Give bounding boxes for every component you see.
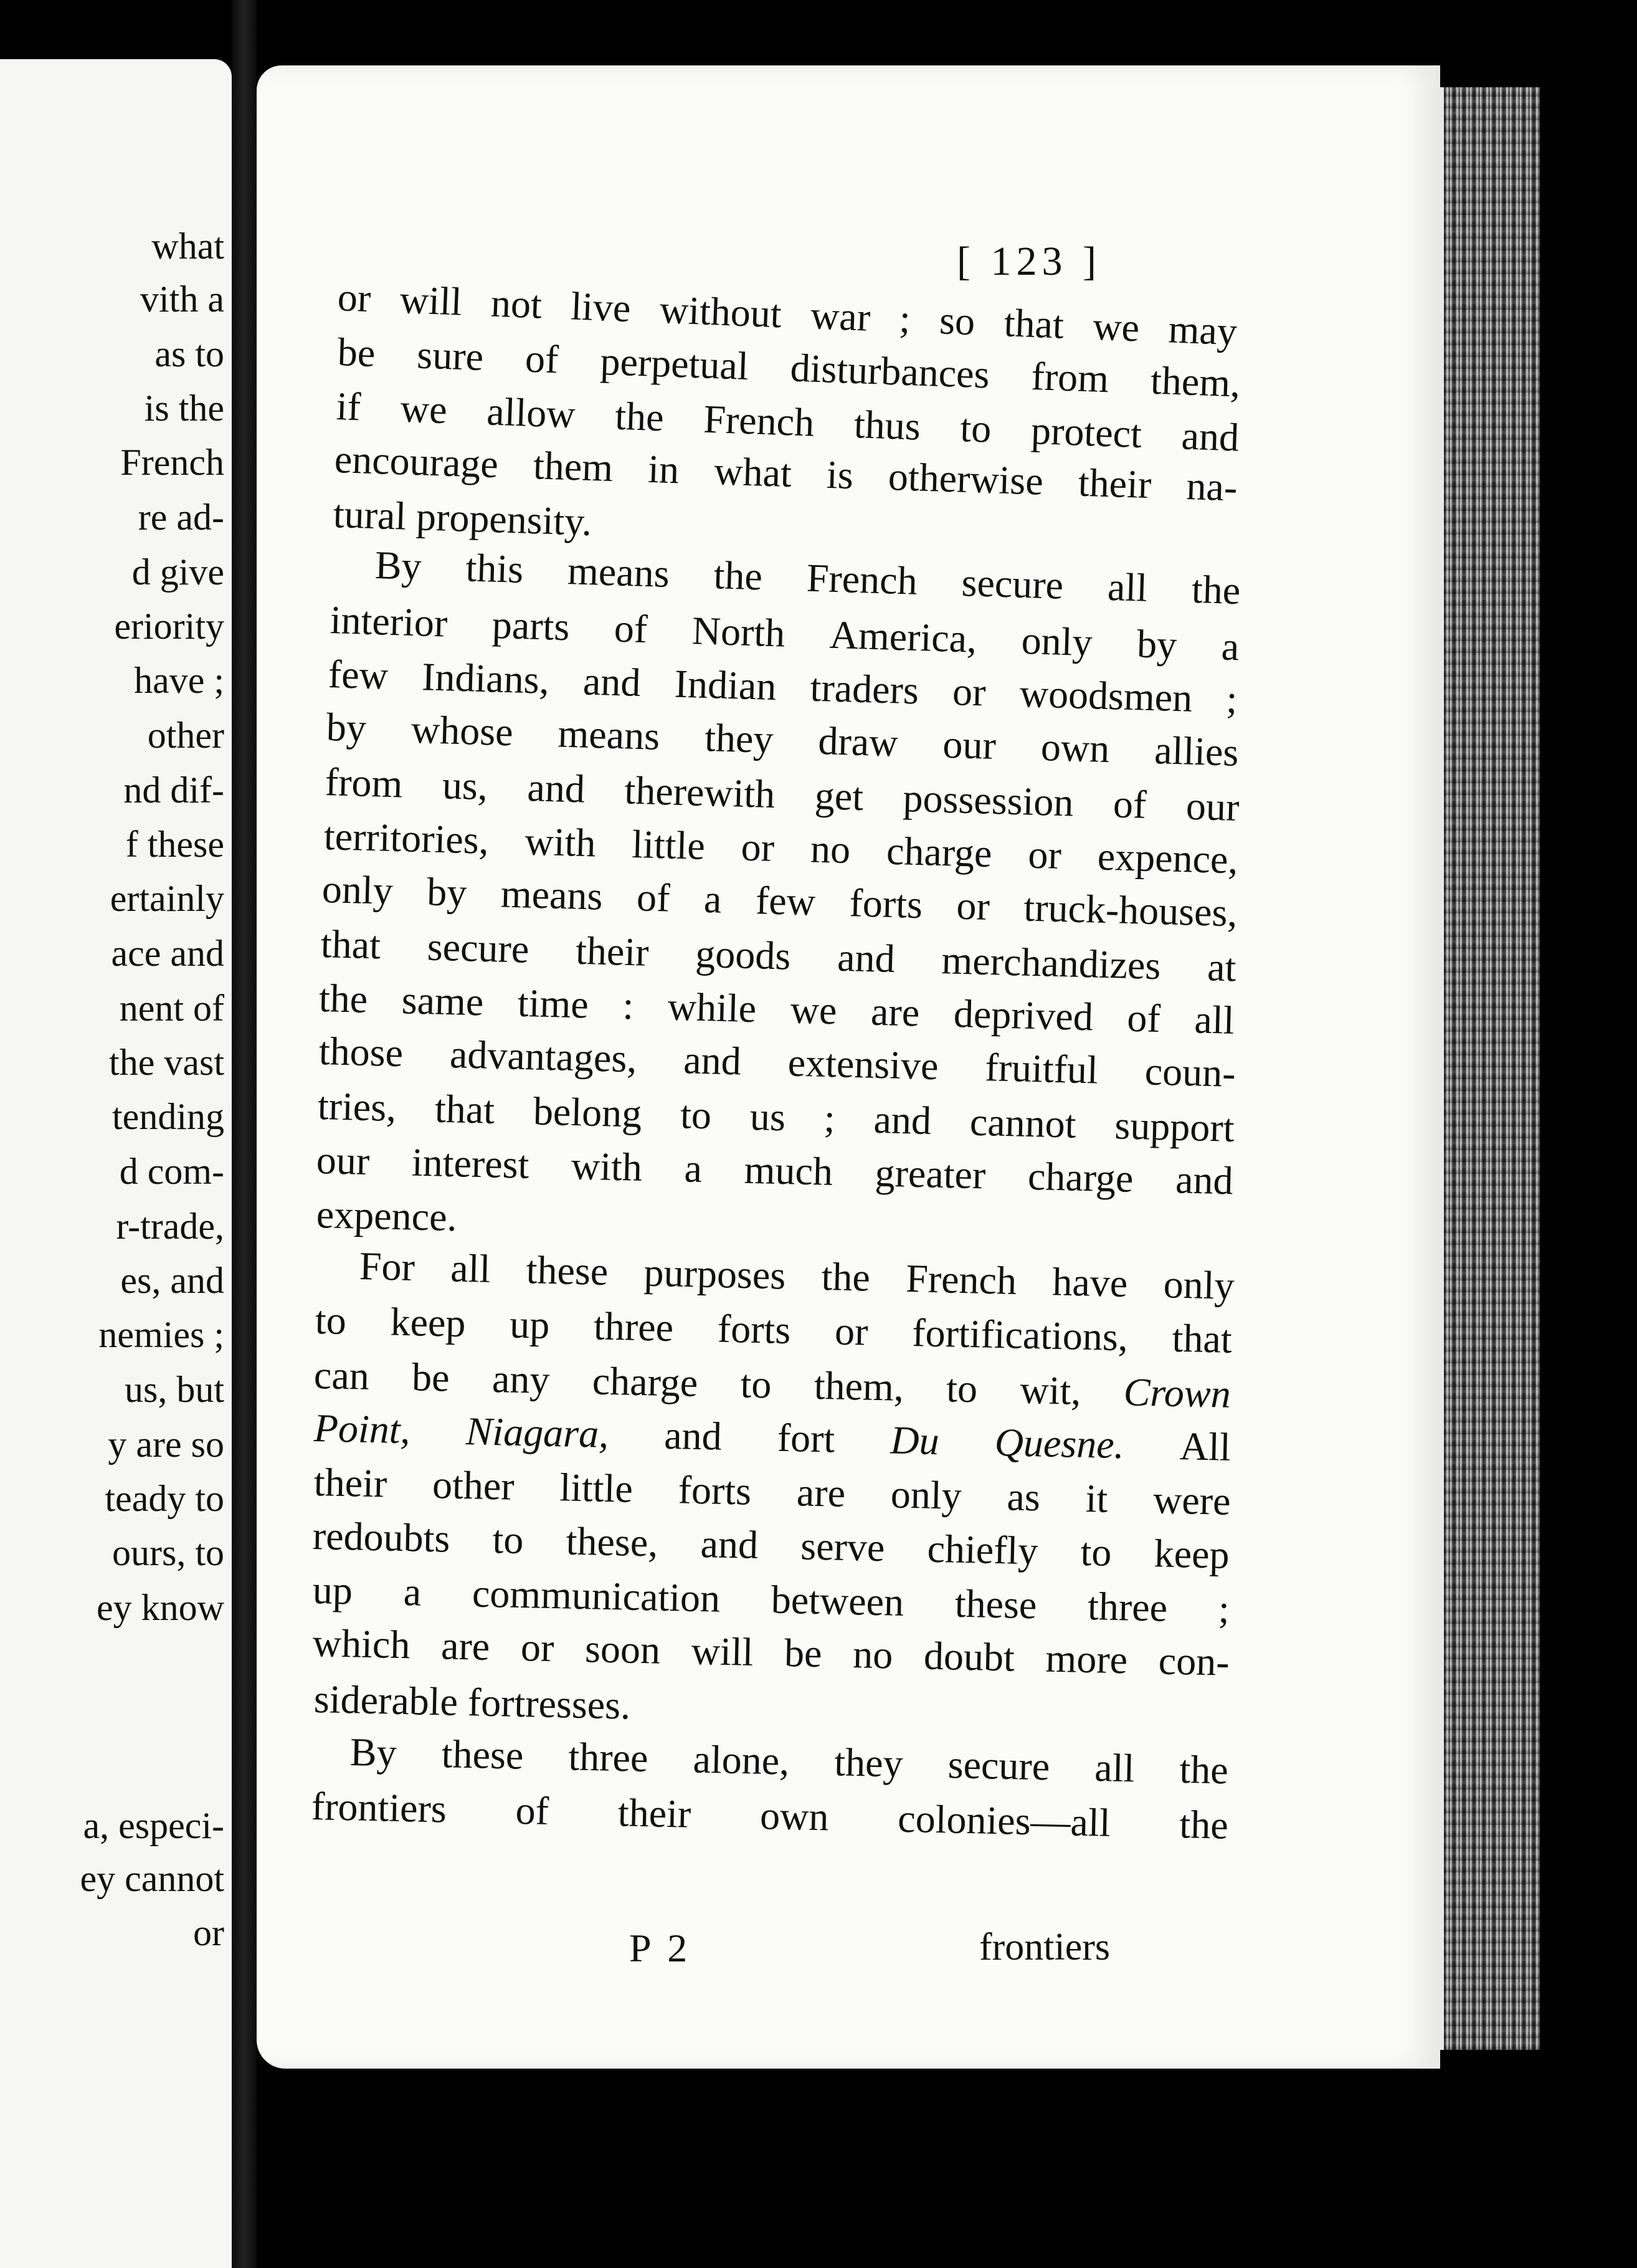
left-page-text-fragment: es, and [120, 1260, 224, 1301]
left-page-text-fragment: r-trade, [116, 1206, 224, 1247]
left-page-text-fragment: us, but [124, 1369, 224, 1410]
left-page-text-fragment: y are so [108, 1424, 224, 1465]
text-line: tries, that belong to us ; and cannot support [317, 1084, 1235, 1150]
text-line: expence. [316, 1192, 458, 1240]
text-line: the same time : while we are deprived of all [318, 976, 1235, 1042]
left-page-text-fragment: nemies ; [98, 1314, 224, 1355]
left-page-text-fragment: or [193, 1912, 224, 1953]
left-page-text-fragment: is the [144, 388, 224, 429]
text-line: those advantages, and extensive fruitful coun- [318, 1029, 1236, 1095]
left-page-text-fragment: ours, to [112, 1532, 224, 1573]
text-line: tural propensity. [332, 492, 593, 545]
text-line: territories, with little or no charge or expence, [323, 814, 1239, 882]
text-line: or will not live without war ; so that we may [336, 275, 1238, 354]
signature-mark: P 2 [629, 1926, 691, 1970]
left-page-text-fragment: ertainly [110, 878, 224, 919]
text-line: By this means the French secure all the [374, 543, 1241, 613]
left-page-text-fragment: d com- [119, 1151, 224, 1192]
page-fore-edge [1440, 87, 1544, 2050]
book-page [257, 65, 1440, 2069]
left-page-text-fragment: what [151, 226, 224, 267]
left-page-text-fragment: have ; [134, 660, 224, 701]
text-line: encourage them in what is otherwise their na- [333, 437, 1238, 510]
left-page-text-fragment: as to [154, 333, 224, 374]
text-line: from us, and therewith get possession of our [325, 760, 1240, 829]
text-line: to keep up three forts or fortifications, that [315, 1298, 1233, 1361]
left-page-text-fragment: a, especi- [83, 1805, 224, 1846]
left-page-text-fragment: French [120, 442, 224, 483]
left-page-fragment [0, 59, 232, 2268]
text-line: their other little forts are only as it were [313, 1460, 1231, 1523]
left-page-text-fragment: ace and [111, 933, 224, 974]
book-gutter [232, 0, 257, 2268]
text-line: interior parts of North America, only by a [329, 598, 1240, 669]
text-line: which are or soon will be no doubt more con- [312, 1621, 1230, 1684]
left-page-text-fragment: nent of [119, 988, 224, 1029]
text-line: siderable fortresses. [313, 1677, 631, 1728]
left-page-text-fragment: ey cannot [80, 1858, 224, 1899]
text-line: that secure their goods and merchandizes at [320, 922, 1237, 990]
left-page-text-fragment: other [147, 715, 224, 756]
text-line: only by means of a few forts or truck-houses, [321, 867, 1238, 935]
left-page-text-fragment: the vast [109, 1042, 224, 1083]
text-line: Point, Niagara, and fort Du Quesne. All [313, 1406, 1231, 1469]
page-header: [ 123 ] [957, 239, 1101, 284]
text-line: frontiers of their own colonies—all the [311, 1784, 1229, 1847]
text-line: if we allow the French thus to protect and [335, 384, 1240, 460]
text-line: our interest with a much greater charge and [316, 1138, 1234, 1203]
left-page-text-fragment: d give [131, 551, 224, 593]
left-page-text-fragment: re ad- [138, 497, 224, 538]
catchword: frontiers [979, 1926, 1111, 1968]
left-page-text-fragment: nd dif- [123, 770, 224, 811]
text-line: few Indians, and Indian traders or woodsmen ; [328, 652, 1238, 722]
text-line: By these three alone, they secure all the [349, 1730, 1229, 1793]
page-body-text [257, 65, 1440, 2069]
text-line: up a communication between these three ; [312, 1568, 1230, 1631]
text-line: redoubts to these, and serve chiefly to keep [312, 1513, 1230, 1577]
left-page-text-fragment: eriority [114, 606, 224, 647]
text-line: can be any charge to them, to wit, Crown [313, 1353, 1231, 1416]
text-line: For all these purposes the French have only [359, 1244, 1235, 1308]
left-page-text-fragment: ey know [97, 1587, 224, 1628]
left-page-text-fragment: teady to [105, 1478, 224, 1519]
left-page-text-fragment: f these [125, 824, 224, 865]
text-line: by whose means they draw our own allies [326, 705, 1240, 774]
text-line: be sure of perpetual disturbances from them, [336, 330, 1241, 406]
scan-background [1540, 0, 1637, 2268]
left-page-text-fragment: tending [112, 1096, 224, 1137]
left-page-text-fragment: vith a [140, 279, 224, 320]
